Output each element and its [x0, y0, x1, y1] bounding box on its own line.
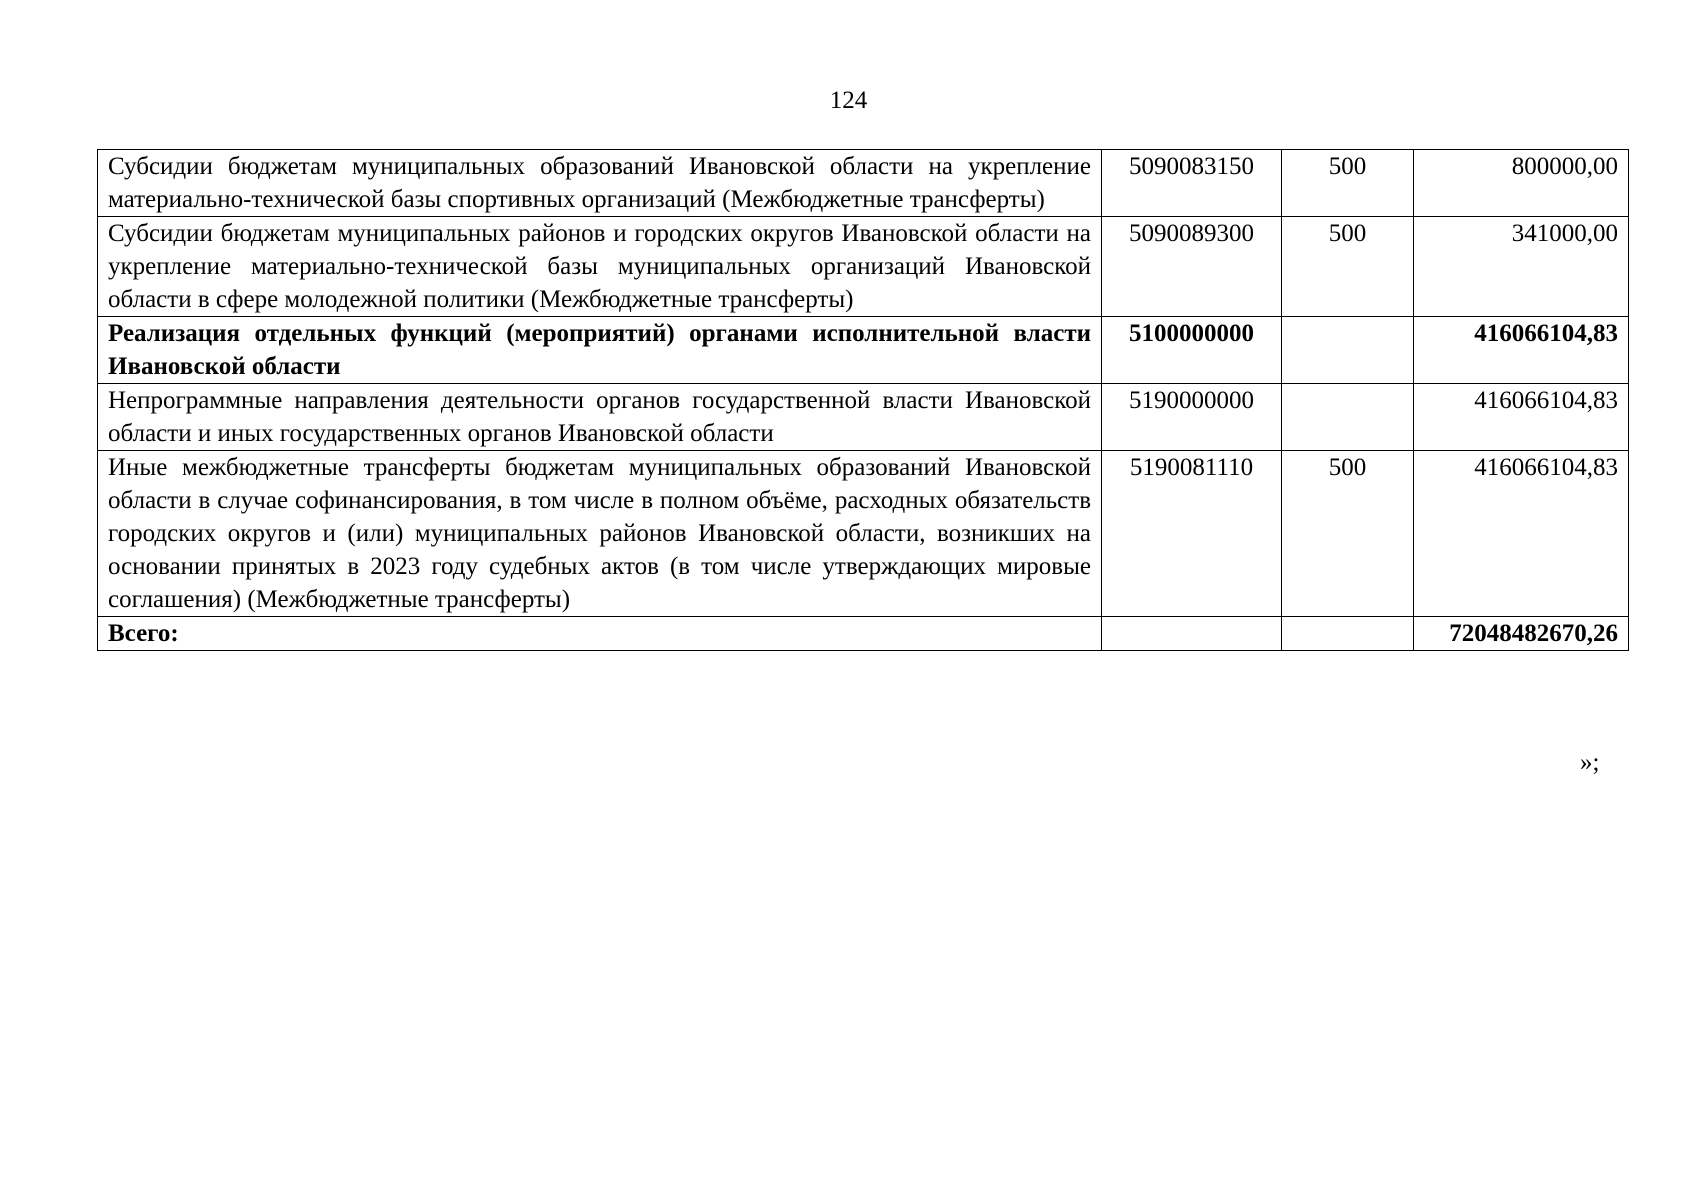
table-row	[98, 217, 1629, 317]
amount-cell: 416066104,83	[1414, 384, 1629, 451]
target-code-cell: 5190081110	[1102, 451, 1282, 617]
expense-type-cell	[1282, 617, 1414, 651]
closing-quote-mark: »;	[1580, 749, 1600, 776]
table-row	[98, 451, 1629, 617]
table-row	[98, 384, 1629, 451]
total-label-cell: Всего:	[98, 617, 1102, 651]
amount-cell: 341000,00	[1414, 217, 1629, 317]
table-row	[98, 317, 1629, 384]
amount-cell: 416066104,83	[1414, 451, 1629, 617]
expense-name-cell: Субсидии бюджетам муниципальных районов и городских округов Ивановской области на укрепление материально-технической базы муниципальных организаций Ивановской области в сфере молодежной политики (Межбюджетные трансферты)	[98, 217, 1102, 317]
expense-name-cell: Непрограммные направления деятельности органов государственной власти Ивановской области и иных государственных органов Ивановской области	[98, 384, 1102, 451]
page-number: 124	[829, 87, 868, 114]
target-code-cell: 5090083150	[1102, 150, 1282, 217]
target-code-cell: 5190000000	[1102, 384, 1282, 451]
budget-table	[97, 149, 1629, 651]
expense-type-cell	[1282, 317, 1414, 384]
expense-name-cell: Реализация отдельных функций (мероприятий) органами исполнительной власти Ивановской области	[98, 317, 1102, 384]
target-code-cell	[1102, 617, 1282, 651]
expense-type-cell: 500	[1282, 451, 1414, 617]
expense-type-cell: 500	[1282, 217, 1414, 317]
total-row	[98, 617, 1629, 651]
total-amount-cell: 72048482670,26	[1414, 617, 1629, 651]
expense-name-cell: Субсидии бюджетам муниципальных образований Ивановской области на укрепление материально-технической базы спортивных организаций (Межбюджетные трансферты)	[98, 150, 1102, 217]
expense-type-cell	[1282, 384, 1414, 451]
target-code-cell: 5100000000	[1102, 317, 1282, 384]
target-code-cell: 5090089300	[1102, 217, 1282, 317]
table-row	[98, 150, 1629, 217]
expense-name-cell: Иные межбюджетные трансферты бюджетам муниципальных образований Ивановской области в случае софинансирования, в том числе в полном объёме, расходных обязательств городских округов и (или) муниципальных районов Ивановской области, возникших на основании принятых в 2023 году судебных актов (в том числе утверждающих мировые соглашения) (Межбюджетные трансферты)	[98, 451, 1102, 617]
amount-cell: 416066104,83	[1414, 317, 1629, 384]
expense-type-cell: 500	[1282, 150, 1414, 217]
amount-cell: 800000,00	[1414, 150, 1629, 217]
